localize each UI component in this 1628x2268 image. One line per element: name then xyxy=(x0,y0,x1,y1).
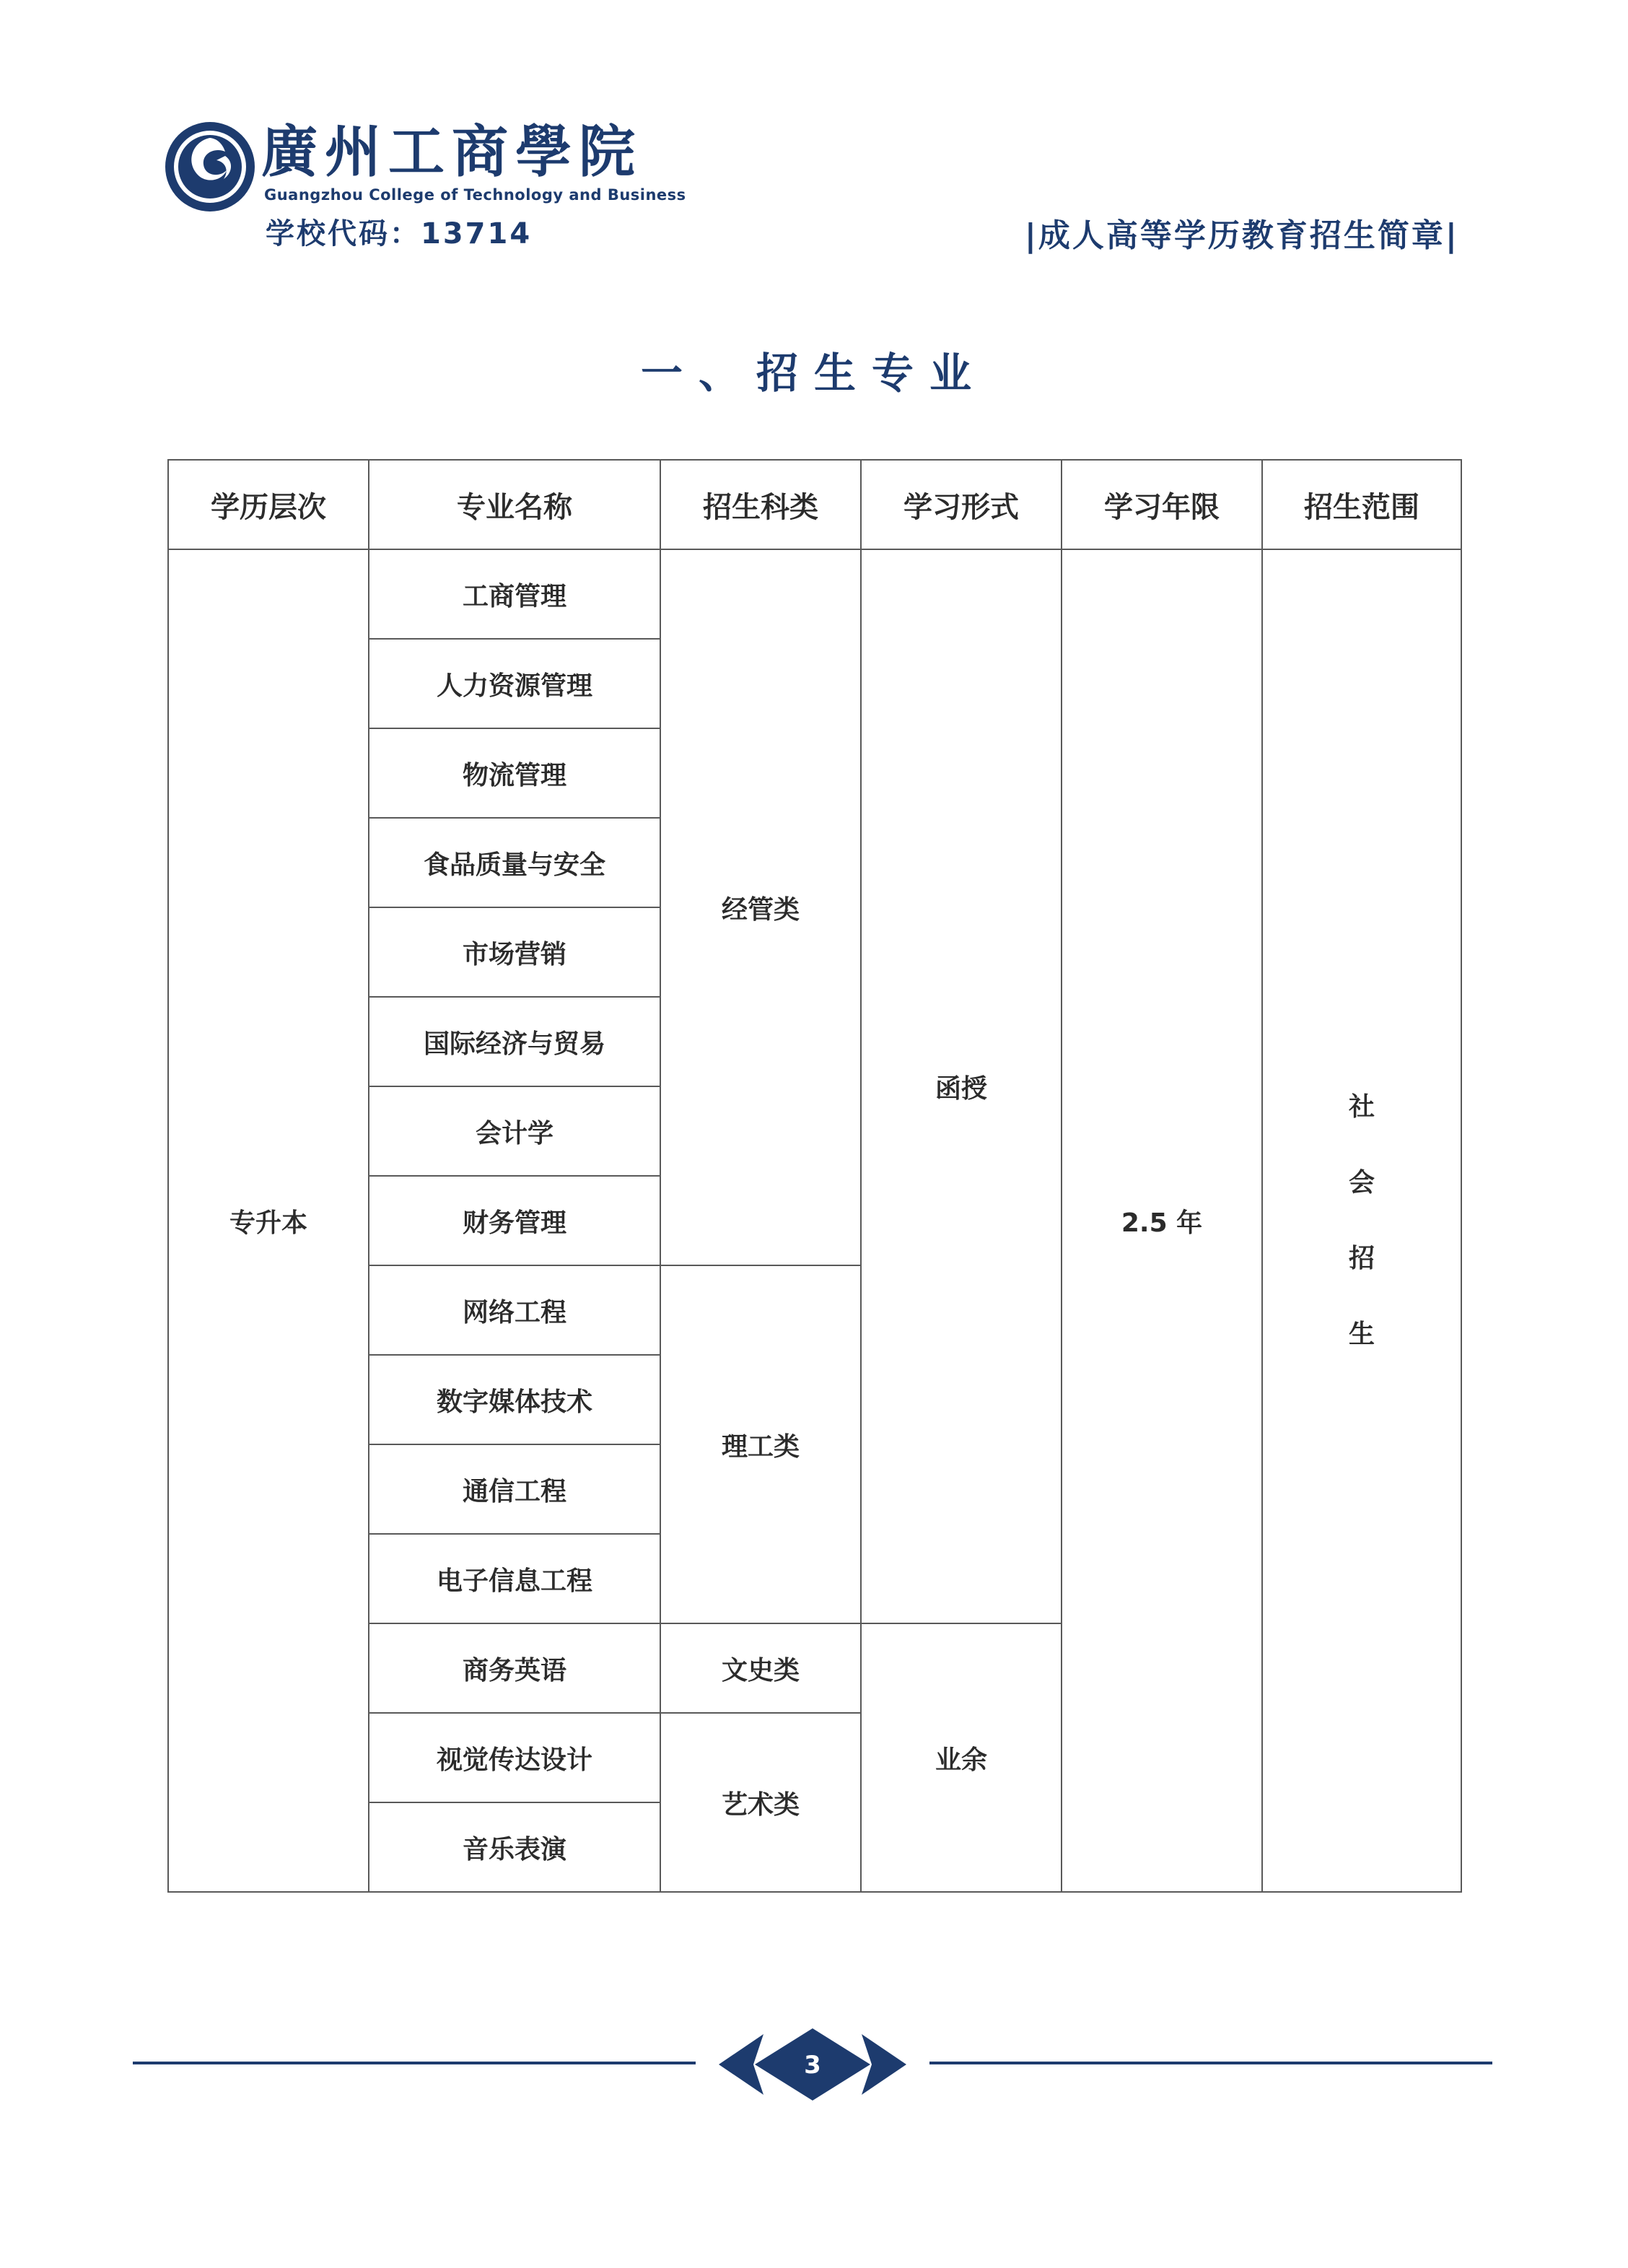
table-header-row xyxy=(168,460,1461,549)
scope-cell xyxy=(1262,549,1461,1892)
major-cell: 食品质量与安全 xyxy=(369,818,660,907)
school-name-cn: 廣州工商學院 xyxy=(261,119,643,185)
major-cell: 工商管理 xyxy=(369,549,660,639)
footer-rule-left xyxy=(133,2062,696,2064)
major-cell: 电子信息工程 xyxy=(369,1534,660,1623)
major-cell: 通信工程 xyxy=(369,1444,660,1534)
category-cell: 经管类 xyxy=(660,549,861,1265)
scope-char: 生 xyxy=(1348,1320,1375,1349)
majors-table xyxy=(167,459,1462,1893)
header-level: 学历层次 xyxy=(168,460,369,549)
major-cell: 物流管理 xyxy=(369,728,660,818)
page-number-badge xyxy=(719,2025,906,2103)
major-cell: 国际经济与贸易 xyxy=(369,997,660,1086)
major-cell: 财务管理 xyxy=(369,1176,660,1265)
brochure-title: |成人高等学历教育招生简章| xyxy=(1024,217,1459,254)
duration-cell: 2.5 年 xyxy=(1062,549,1262,1892)
scope-char: 社 xyxy=(1348,1092,1375,1122)
scope-char: 会 xyxy=(1348,1168,1375,1198)
major-cell: 会计学 xyxy=(369,1086,660,1176)
header-major: 专业名称 xyxy=(369,460,660,549)
school-name-en: Guangzhou College of Technology and Business xyxy=(264,186,686,204)
page-number: 3 xyxy=(804,2051,821,2080)
college-emblem-icon xyxy=(163,120,257,214)
table-row xyxy=(168,549,1461,639)
major-cell: 人力资源管理 xyxy=(369,639,660,728)
header-category: 招生科类 xyxy=(660,460,861,549)
study-form-cell: 业余 xyxy=(861,1623,1062,1892)
major-cell: 市场营销 xyxy=(369,907,660,997)
header-duration: 学习年限 xyxy=(1062,460,1262,549)
level-cell: 专升本 xyxy=(168,549,369,1892)
page-header xyxy=(0,0,1628,260)
major-cell: 商务英语 xyxy=(369,1623,660,1713)
scope-char: 招 xyxy=(1348,1244,1375,1273)
major-cell: 数字媒体技术 xyxy=(369,1355,660,1444)
header-study-form: 学习形式 xyxy=(861,460,1062,549)
category-cell: 艺术类 xyxy=(660,1713,861,1892)
major-cell: 网络工程 xyxy=(369,1265,660,1355)
section-title: 一、招生专业 xyxy=(640,349,987,398)
category-cell: 理工类 xyxy=(660,1265,861,1623)
school-code: 学校代码：13714 xyxy=(266,217,533,250)
header-scope: 招生范围 xyxy=(1262,460,1461,549)
major-cell: 视觉传达设计 xyxy=(369,1713,660,1802)
study-form-cell: 函授 xyxy=(861,549,1062,1623)
footer-rule-right xyxy=(929,2062,1492,2064)
major-cell: 音乐表演 xyxy=(369,1802,660,1892)
category-cell: 文史类 xyxy=(660,1623,861,1713)
